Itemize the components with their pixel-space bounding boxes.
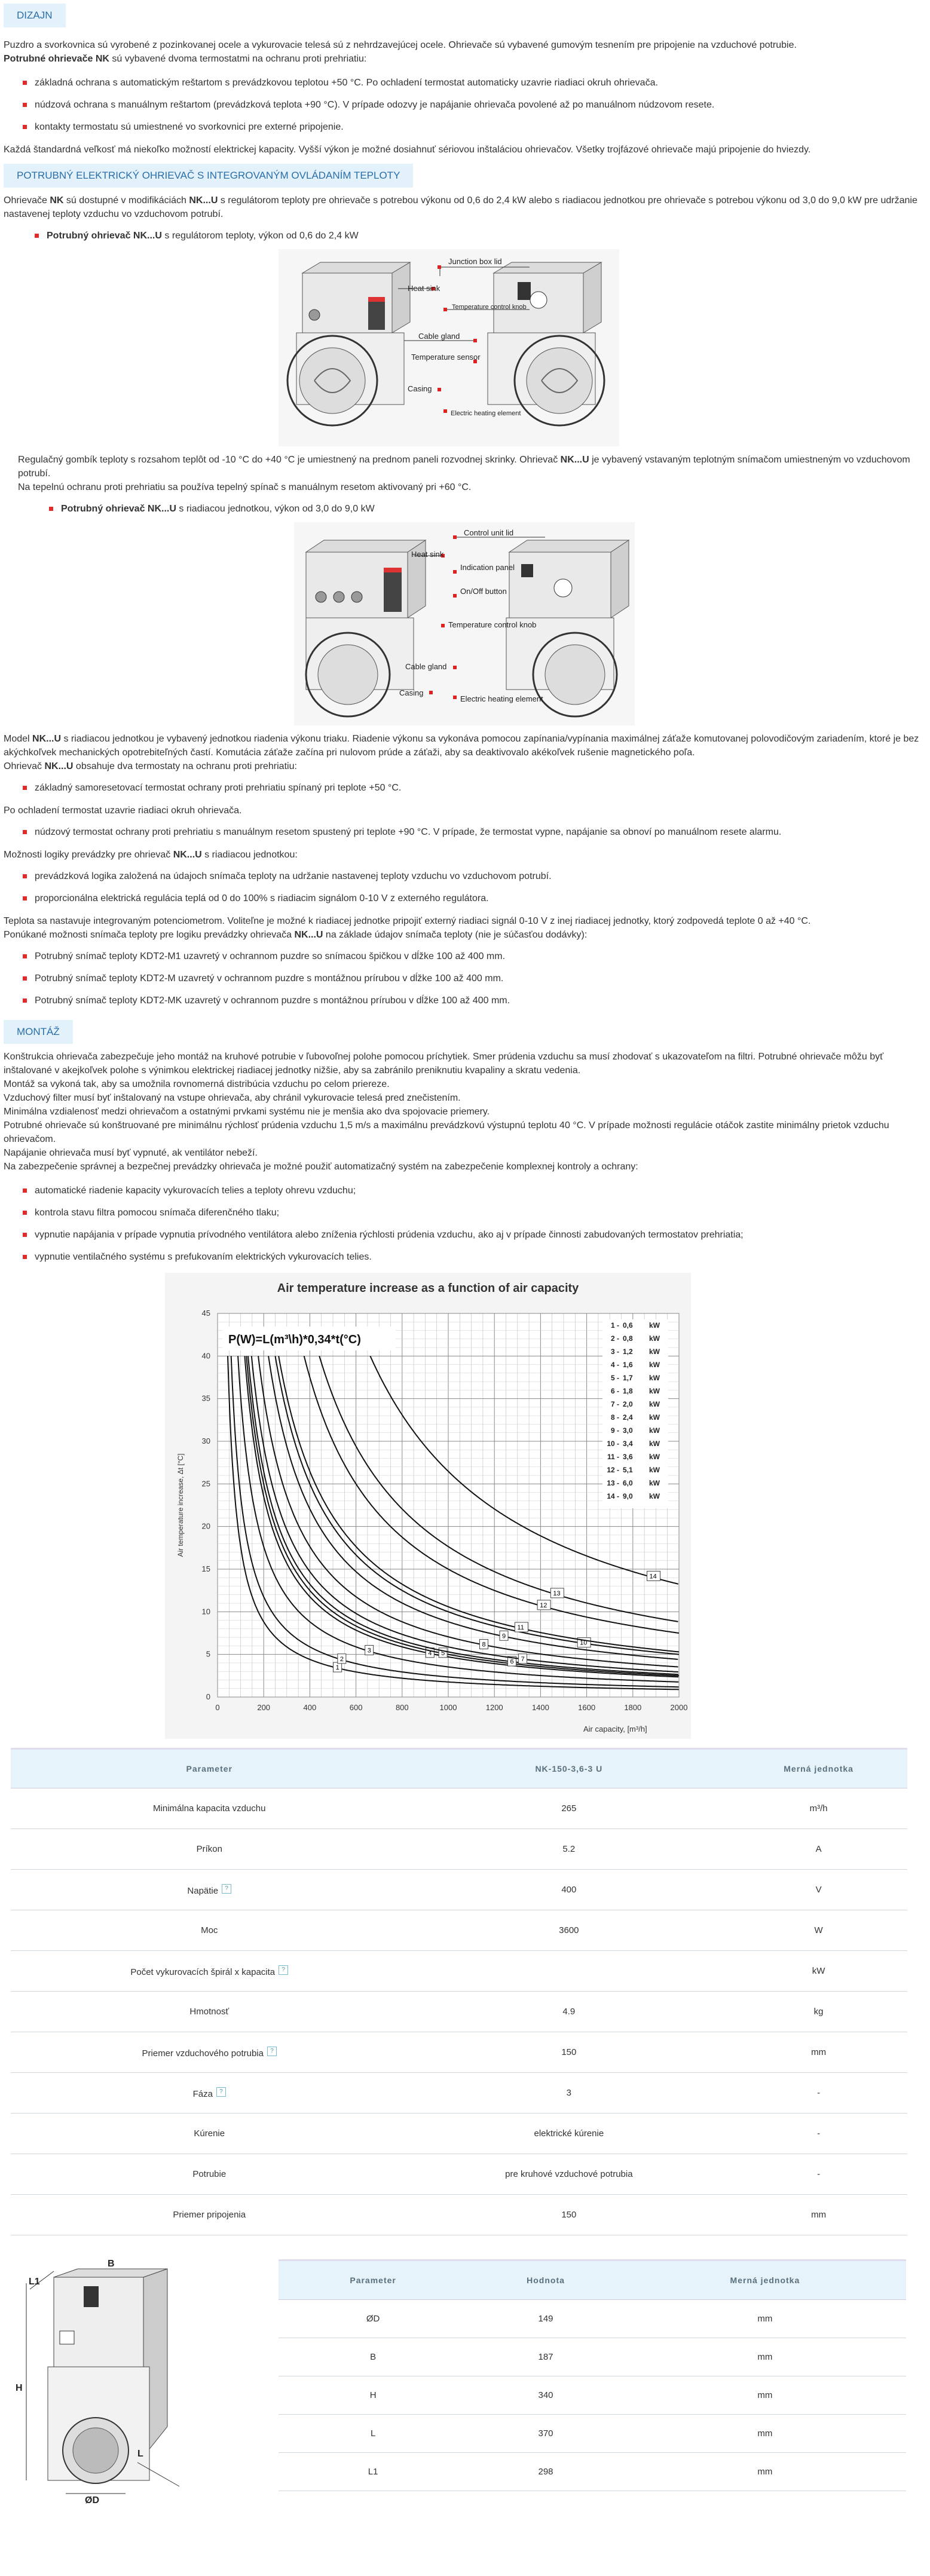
dimensions-table [279, 2259, 906, 2491]
montaz-line: Vzduchový filter musí byť inštalovaný na vstupe ohrievača, aby chránil vykurovacie telesá pred znečistením. [4, 1093, 461, 1103]
table-row [11, 1788, 907, 1829]
param-name: Priemer vzduchového potrubia ? [11, 2032, 408, 2073]
fig2-label: On/Off button [460, 587, 507, 596]
table-row [279, 2376, 906, 2415]
legend-entry-unit: kW [649, 1347, 660, 1356]
list-item: základný samoresetovací termostat ochrany proti prehriatiu spínaný pri teplote +50 °C. [35, 782, 926, 795]
fig1-label: Heat sink [408, 284, 440, 293]
param-unit: mm [730, 2195, 907, 2235]
table-header: Merná jednotka [730, 1749, 907, 1788]
x-tick-label: 1200 [485, 1703, 503, 1712]
series-label: 7 [521, 1655, 525, 1663]
list-item: núdzová ochrana s manuálnym reštartom (prevádzková teplota +90 °C). V prípade odozvy je napájanie ohrievača povolené až po manuálnom núdzovom resete. [35, 99, 926, 112]
list-item: prevádzková logika založená na údajoch snímača teploty na udržanie nastavenej teploty vzduchu vo vzduchovom potrubí. [35, 870, 926, 883]
dim-label: H [16, 2383, 23, 2393]
param-value: 3 [408, 2073, 730, 2114]
legend-entry-number: 4 - [610, 1361, 619, 1369]
table-header: Hodnota [467, 2260, 624, 2300]
info-icon[interactable]: ? [267, 2047, 277, 2056]
chart-formula: P(W)=L(m³\h)*0,34*t(°C) [228, 1333, 361, 1346]
list-item: núdzový termostat ochrany proti prehriatiu s manuálnym resetom spustený pri teplote +90 °C. V prípade, že termostat vypne, napájanie sa obnoví po manuálnom resete alarmu. [35, 826, 926, 839]
table-row [11, 2154, 907, 2195]
legend-entry-kw: 6,0 [623, 1479, 633, 1487]
table-row [11, 1870, 907, 1910]
dim-label: L1 [29, 2277, 40, 2287]
list-item: automatické riadenie kapacity vykurovacích telies a teploty ohrevu vzduchu; [35, 1184, 926, 1197]
integrated-item-2 [4, 503, 926, 516]
design-paragraph-1: Puzdro a svorkovnica sú vyrobené z pozinkovanej ocele a vykurovacie telesá sú z nehrdzavejúcej ocele. Ohrievače sú vybavené gumovým tesnením pre pripojenie na vzduchové potrubie. [4, 40, 797, 50]
info-icon[interactable]: ? [216, 2087, 226, 2097]
param-value: 400 [408, 1870, 730, 1910]
legend-entry-kw: 3,6 [623, 1453, 633, 1461]
heater-illustration-2 [294, 522, 635, 725]
dim-cell: L [279, 2415, 467, 2453]
param-value: 150 [408, 2195, 730, 2235]
dim-cell: 187 [467, 2338, 624, 2376]
dim-cell: mm [624, 2300, 906, 2338]
list-item: Potrubný snímač teploty KDT2-M1 uzavretý v ochrannom puzdre so snímacou špičkou v dĺžke 100 až 400 mm. [35, 950, 926, 963]
fig2-label: Indication panel [460, 563, 515, 572]
param-unit: A [730, 1829, 907, 1870]
montaz-bullets [4, 1184, 926, 1264]
montaz-line: Na zabezpečenie správnej a bezpečnej prevádzky ohrievača je možné použiť automatizačný systém na zabezpečenie komplexnej kontroly a ochrany: [4, 1162, 638, 1172]
integrated-paragraph-2: Regulačný gombík teploty s rozsahom teplôt od -10 °C do +40 °C je umiestnený na prednom paneli rozvodnej skrinky. Ohrievač NK...U je vybavený vstavaným teplotným snímačom umiestneným vo vzduchovom potrubí. [18, 455, 910, 479]
dim-cell: B [279, 2338, 467, 2376]
figure-heater-control-unit [294, 522, 926, 728]
integrated-paragraph-1: Ohrievače NK sú dostupné v modifikáciách NK...U s regulátorom teploty pre ohrievače s potrebou výkonu od 0,6 do 2,4 kW alebo s riadiacou jednotkou pre ohrievače s potrebou výkonu od 3,0 do 9,0 kW pre udržanie nastavenej teploty vzduchu vo vzduchovom potrubí. [4, 195, 917, 219]
chart-ylabel: Air temperature increase, Δt [°C] [176, 1453, 185, 1557]
list-item: kontakty termostatu sú umiestnené vo svorkovnici pre externé pripojenie. [35, 121, 926, 134]
x-tick-label: 600 [349, 1703, 363, 1712]
list-item: proporcionálna elektrická regulácia teplá od 0 do 100% s riadiacim signálom 0-10 V z externého regulátora. [35, 892, 926, 905]
table-row [279, 2453, 906, 2491]
list-item: Potrubný snímač teploty KDT2-M uzavretý v ochrannom puzdre s montážnou prírubou v dĺžke 100 až 400 mm. [35, 972, 926, 985]
y-tick-label: 15 [201, 1564, 210, 1573]
list-item: vypnutie ventilačného systému s prefukovaním elektrických vykurovacích telies. [35, 1251, 926, 1264]
series-label: 10 [580, 1639, 588, 1647]
param-unit: mm [730, 2032, 907, 2073]
table-row [11, 2195, 907, 2235]
table-header: NK-150-3,6-3 U [408, 1749, 730, 1788]
heater-illustration-1 [279, 249, 619, 446]
integrated-paragraph-4: Model NK...U s riadiacou jednotkou je vybavený jednotkou riadenia výkonu triaku. Riadenie výkonu sa vykonáva pomocou zapínania/vypínania maximálnej záťaže komutovanej polovodičovým zariadením, ktoré je bez akýchkoľvek mechanických opotrebiteľných častí. Komutácia záťaže začína pri nulovom prúde a záťaži, aby sa deaktivovalo akékoľvek rušenie magnetického poľa. [4, 734, 919, 758]
legend-entry-unit: kW [649, 1387, 660, 1395]
series-label: 4 [428, 1649, 432, 1657]
legend-entry-unit: kW [649, 1492, 660, 1500]
legend-entry-kw: 0,8 [623, 1334, 633, 1343]
legend-entry-number: 5 - [610, 1374, 619, 1382]
tab-montaz: MONTÁŽ [4, 1020, 73, 1044]
fig1-label: Junction box lid [448, 257, 502, 266]
tab-integrated: POTRUBNÝ ELEKTRICKÝ OHRIEVAČ S INTEGROVANÝM OVLÁDANÍM TEPLOTY [4, 164, 413, 188]
design-bold: Potrubné ohrievače NK [4, 54, 109, 64]
legend-entry-unit: kW [649, 1466, 660, 1474]
param-name: Hmotnosť [11, 1992, 408, 2032]
fig1-label: Temperature control knob [452, 304, 527, 311]
integrated-paragraph-7: Možnosti logiky prevádzky pre ohrievač NK...U s riadiacou jednotkou: [4, 850, 298, 860]
x-tick-label: 1000 [439, 1703, 457, 1712]
legend-entry-unit: kW [649, 1453, 660, 1461]
list-item: Potrubný ohrievač NK...U s riadiacou jednotkou, výkon od 3,0 do 9,0 kW [61, 503, 926, 516]
heater-right-drawing [488, 262, 604, 425]
legend-entry-kw: 1,8 [623, 1387, 633, 1395]
protection-bullet-a [4, 782, 926, 795]
montaz-line: Montáž sa vykoná tak, aby sa umožnila rovnomerná distribúcia vzduchu po celom priereze. [4, 1079, 390, 1089]
dim-label: L [137, 2449, 143, 2459]
fig1-label: Casing [408, 384, 432, 393]
dim-cell: 298 [467, 2453, 624, 2491]
dim-cell: 149 [467, 2300, 624, 2338]
legend-entry-kw: 2,4 [623, 1413, 633, 1422]
dim-cell: 340 [467, 2376, 624, 2415]
info-icon[interactable]: ? [222, 1884, 231, 1894]
logic-bullets [4, 870, 926, 905]
sensor-bullets [4, 950, 926, 1007]
series-label: 12 [540, 1601, 547, 1609]
series-label: 8 [482, 1641, 486, 1649]
legend-entry-unit: kW [649, 1321, 660, 1330]
param-unit: W [730, 1910, 907, 1951]
design-bullets [4, 76, 926, 134]
table-header: Parameter [279, 2260, 467, 2300]
y-tick-label: 0 [206, 1692, 210, 1701]
y-tick-label: 35 [201, 1393, 210, 1403]
fig1-label: Temperature sensor [411, 353, 481, 362]
montaz-line: Napájanie ohrievača musí byť vypnuté, ak ventilátor nebeží. [4, 1148, 258, 1158]
legend-entry-number: 2 - [610, 1334, 619, 1343]
series-label: 14 [649, 1573, 657, 1580]
y-tick-label: 25 [201, 1479, 210, 1488]
legend-entry-kw: 1,6 [623, 1361, 633, 1369]
series-label: 3 [367, 1647, 371, 1655]
legend-entry-unit: kW [649, 1413, 660, 1422]
list-item: Potrubný ohrievač NK...U s regulátorom teploty, výkon od 0,6 do 2,4 kW [47, 229, 926, 243]
dimensions-area [4, 2259, 926, 2504]
series-label: 11 [517, 1624, 524, 1632]
param-name: Napätie ? [11, 1870, 408, 1910]
table-row [11, 2073, 907, 2114]
heater-left-drawing [287, 262, 410, 425]
dim-cell: mm [624, 2453, 906, 2491]
x-tick-label: 0 [215, 1703, 220, 1712]
fig1-label: Cable gland [418, 332, 460, 341]
x-tick-label: 1400 [531, 1703, 549, 1712]
param-value: 150 [408, 2032, 730, 2073]
param-name: Minimálna kapacita vzduchu [11, 1788, 408, 1829]
series-label: 2 [339, 1655, 344, 1663]
chart-air-temperature [165, 1273, 926, 1742]
series-label: 1 [335, 1664, 339, 1672]
chart-xlabel: Air capacity, [m³/h] [583, 1725, 647, 1733]
table-row [11, 1951, 907, 1992]
legend-entry-number: 11 - [607, 1453, 619, 1461]
table-row [11, 1910, 907, 1951]
y-tick-label: 5 [206, 1649, 210, 1659]
montaz-line: Minimálna vzdialenosť medzi ohrievačom a ostatnými prvkami systému nie je menšia ako dva spojovacie priemery. [4, 1107, 490, 1117]
legend-entry-unit: kW [649, 1439, 660, 1448]
dim-cell: H [279, 2376, 467, 2415]
dim-cell: mm [624, 2415, 906, 2453]
x-tick-label: 200 [257, 1703, 271, 1712]
integrated-item-1 [4, 229, 926, 243]
info-icon[interactable]: ? [279, 1965, 288, 1975]
design-paragraph-2: Potrubné ohrievače NK sú vybavené dvoma termostatmi na ochranu proti prehriatiu: [4, 54, 367, 64]
param-name: Potrubie [11, 2154, 408, 2195]
dim-cell: mm [624, 2376, 906, 2415]
table-header: Merná jednotka [624, 2260, 906, 2300]
protection-bullet-b [4, 826, 926, 839]
table-row [279, 2415, 906, 2453]
param-name: Príkon [11, 1829, 408, 1870]
dim-cell: 370 [467, 2415, 624, 2453]
list-item: kontrola stavu filtra pomocou snímača diferenčného tlaku; [35, 1206, 926, 1220]
dim-cell: L1 [279, 2453, 467, 2491]
fig2-label: Casing [399, 688, 424, 697]
table-row [11, 1829, 907, 1870]
param-name: Priemer pripojenia [11, 2195, 408, 2235]
table-row [11, 1992, 907, 2032]
series-label: 5 [441, 1649, 445, 1657]
param-name: Kúrenie [11, 2114, 408, 2154]
legend-entry-number: 6 - [610, 1387, 619, 1395]
tab-design: DIZAJN [4, 4, 66, 27]
fig2-label: Electric heating element [460, 694, 543, 703]
y-tick-label: 20 [201, 1521, 210, 1531]
param-name: Počet vykurovacích špirál x kapacita ? [11, 1951, 408, 1992]
list-item: Potrubný snímač teploty KDT2-MK uzavretý v ochrannom puzdre s montážnou prírubou v dĺžke 100 až 400 mm. [35, 994, 926, 1007]
fig2-label: Heat sink [411, 550, 444, 559]
fig1-label: Electric heating element [451, 410, 521, 417]
legend-entry-number: 8 - [610, 1413, 619, 1422]
legend-entry-kw: 3,0 [623, 1426, 633, 1435]
param-unit: V [730, 1870, 907, 1910]
y-tick-label: 45 [201, 1309, 210, 1318]
series-label: 9 [502, 1632, 506, 1640]
param-value: 5.2 [408, 1829, 730, 1870]
legend-entry-kw: 0,6 [623, 1321, 633, 1330]
param-unit: - [730, 2114, 907, 2154]
legend-entry-unit: kW [649, 1361, 660, 1369]
legend-entry-kw: 3,4 [623, 1439, 633, 1448]
fig2-label: Cable gland [405, 662, 447, 671]
list-item: vypnutie napájania v prípade vypnutia prívodného ventilátora alebo zníženia rýchlosti prúdenia vzduchu, ako aj v prípade činnosti zabudovaných termostatov prehriatia; [35, 1229, 926, 1242]
legend-entry-kw: 1,2 [623, 1347, 633, 1356]
legend-entry-number: 1 - [610, 1321, 619, 1330]
x-tick-label: 400 [303, 1703, 317, 1712]
dim-label: ØD [85, 2495, 99, 2504]
legend-entry-unit: kW [649, 1479, 660, 1487]
param-unit: - [730, 2073, 907, 2114]
param-value: 265 [408, 1788, 730, 1829]
param-value [408, 1951, 730, 1992]
fig2-label: Temperature control knob [448, 620, 537, 629]
table-row [279, 2338, 906, 2376]
param-name: Fáza ? [11, 2073, 408, 2114]
legend-entry-unit: kW [649, 1334, 660, 1343]
param-unit: kg [730, 1992, 907, 2032]
integrated-paragraph-5: Ohrievač NK...U obsahuje dva termostaty na ochranu proti prehriatiu: [4, 761, 297, 771]
param-unit: kW [730, 1951, 907, 1992]
integrated-paragraph-3: Na tepelnú ochranu proti prehriatiu sa používa tepelný spínač s manuálnym resetom aktivovaný pri +60 °C. [18, 482, 472, 492]
dimension-drawing [12, 2259, 191, 2504]
param-name: Moc [11, 1910, 408, 1951]
param-value: pre kruhové vzduchové potrubia [408, 2154, 730, 2195]
fig2-label: Control unit lid [464, 528, 514, 537]
parameters-table [11, 1748, 907, 2235]
table-row [11, 2032, 907, 2073]
x-tick-label: 2000 [670, 1703, 688, 1712]
montaz-line: Konštrukcia ohrievača zabezpečuje jeho montáž na kruhové potrubie v ľubovoľnej polohe pomocou príchytiek. Smer prúdenia vzduchu sa musí zhodovať s ukazovateľom na filtri. Potrubné ohrievače môžu byť inštalované v akejkoľvek polohe s výnimkou elektrickej riadiacej jednotky nižšie, aby sa zabránilo preniknutiu kvapaliny a skratu vedenia. [4, 1052, 884, 1076]
legend-entry-number: 12 - [607, 1466, 619, 1474]
legend-entry-kw: 2,0 [623, 1400, 633, 1408]
y-tick-label: 40 [201, 1351, 210, 1361]
table-row [11, 2114, 907, 2154]
legend-entry-number: 7 - [610, 1400, 619, 1408]
design-paragraph-3: Každá štandardná veľkosť má niekoľko možností elektrickej kapacity. Vyšší výkon je možné dosiahnuť sériovou inštaláciou ohrievačov. Všetky trojfázové ohrievače majú pripojenie do hviezdy. [4, 145, 811, 155]
param-unit: m³/h [730, 1788, 907, 1829]
dim-label: B [108, 2259, 115, 2269]
param-value: 3600 [408, 1910, 730, 1951]
table-row [279, 2300, 906, 2338]
integrated-paragraph-9: Ponúkané možnosti snímača teploty pre logiku prevádzky ohrievača NK...U na základe údajov snímača teploty (nie je súčasťou dodávky): [4, 930, 588, 940]
dim-cell: ØD [279, 2300, 467, 2338]
series-label: 6 [510, 1658, 514, 1666]
param-value: elektrické kúrenie [408, 2114, 730, 2154]
dim-cell: mm [624, 2338, 906, 2376]
legend-entry-unit: kW [649, 1426, 660, 1435]
integrated-paragraph-8: Teplota sa nastavuje integrovaným potenciometrom. Voliteľne je možné k riadiacej jednotke pripojiť externý riadiaci signál 0-10 V z inej riadiacej jednotky, ktorý zodpovedá teplote 0 až +40 °C. [4, 916, 811, 926]
legend-entry-number: 13 - [607, 1479, 619, 1487]
legend-entry-number: 3 - [610, 1347, 619, 1356]
chart-svg [165, 1273, 691, 1739]
figure-heater-thermostat [279, 249, 926, 449]
chart-title: Air temperature increase as a function of air capacity [277, 1282, 579, 1295]
series-label: 13 [553, 1589, 561, 1597]
legend-entry-number: 9 - [610, 1426, 619, 1435]
x-tick-label: 800 [395, 1703, 409, 1712]
legend-entry-kw: 5,1 [623, 1466, 633, 1474]
x-tick-label: 1800 [624, 1703, 642, 1712]
param-value: 4.9 [408, 1992, 730, 2032]
x-tick-label: 1600 [578, 1703, 596, 1712]
param-unit: - [730, 2154, 907, 2195]
montaz-line: Potrubné ohrievače sú konštruované pre minimálnu rýchlosť prúdenia vzduchu 1,5 m/s a maximálnu prevádzkovú výstupnú teplotu 40 °C. V prípade možnosti regulácie otáčok zastite minimálny prietok vzduchu ohrievačom. [4, 1120, 889, 1144]
table-header: Parameter [11, 1749, 408, 1788]
legend-entry-number: 10 - [607, 1439, 619, 1448]
legend-entry-kw: 9,0 [623, 1492, 633, 1500]
y-tick-label: 10 [201, 1607, 210, 1616]
legend-entry-number: 14 - [607, 1492, 619, 1500]
integrated-paragraph-6: Po ochladení termostat uzavrie riadiaci okruh ohrievača. [4, 805, 242, 816]
legend-entry-unit: kW [649, 1374, 660, 1382]
list-item: základná ochrana s automatickým reštartom s prevádzkovou teplotou +50 °C. Po ochladení termostat automaticky uzavrie riadiaci okruh ohrievača. [35, 76, 926, 90]
legend-entry-unit: kW [649, 1400, 660, 1408]
legend-entry-kw: 1,7 [623, 1374, 633, 1382]
y-tick-label: 30 [201, 1436, 210, 1445]
